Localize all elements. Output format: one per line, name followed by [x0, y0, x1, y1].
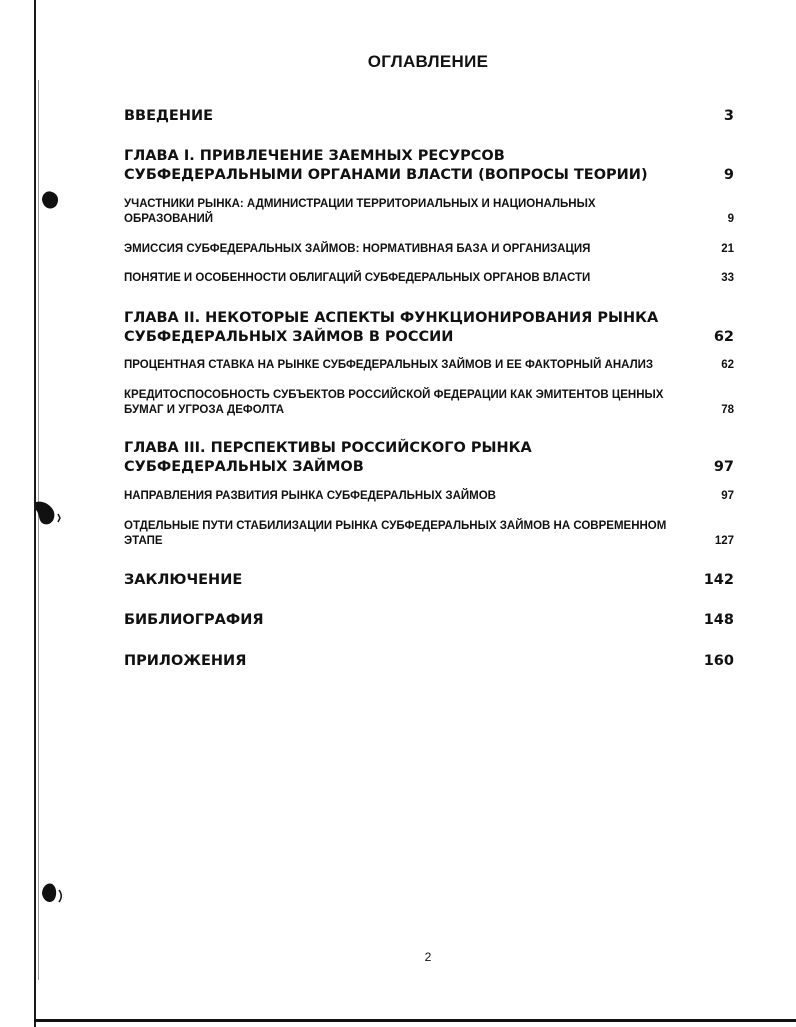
toc-entry-section-3-1 — [124, 489, 734, 504]
toc-entry-section-1-2 — [124, 242, 734, 257]
toc-title: УЧАСТНИКИ РЫНКА: АДМИНИСТРАЦИИ ТЕРРИТОРИАЛЬНЫХ И НАЦИОНАЛЬНЫХ ОБРАЗОВАНИЙ — [124, 198, 596, 225]
toc-entry-section-1-3 — [124, 271, 734, 286]
toc-title: ЗАКЛЮЧЕНИЕ — [124, 572, 243, 588]
toc-page: 148 — [703, 612, 734, 628]
page-number: 2 — [424, 950, 432, 964]
toc-page: 33 — [721, 272, 734, 284]
toc-title: ГЛАВА III. ПЕРСПЕКТИВЫ РОССИЙСКОГО РЫНКА СУБФЕДЕРАЛЬНЫХ ЗАЙМОВ — [124, 440, 532, 475]
punch-hole-middle — [34, 496, 62, 530]
toc-title: НАПРАВЛЕНИЯ РАЗВИТИЯ РЫНКА СУБФЕДЕРАЛЬНЫХ ЗАЙМОВ — [124, 490, 496, 502]
toc-page: 62 — [721, 359, 734, 371]
toc-title: ПОНЯТИЕ И ОСОБЕННОСТИ ОБЛИГАЦИЙ СУБФЕДЕРАЛЬНЫХ ОРГАНОВ ВЛАСТИ — [124, 272, 591, 284]
toc-page: 97 — [713, 459, 734, 475]
toc-page: 78 — [721, 404, 734, 416]
scan-bottom-line — [34, 1019, 796, 1022]
toc-title: ГЛАВА I. ПРИВЛЕЧЕНИЕ ЗАЕМНЫХ РЕСУРСОВ СУБФЕДЕРАЛЬНЫМИ ОРГАНАМИ ВЛАСТИ (ВОПРОСЫ ТЕОРИИ) — [124, 148, 648, 183]
toc-page: 3 — [723, 108, 734, 124]
toc-title: КРЕДИТОСПОСОБНОСТЬ СУБЪЕКТОВ РОССИЙСКОЙ ФЕДЕРАЦИИ КАК ЭМИТЕНТОВ ЦЕННЫХ БУМАГ И УГРОЗА ДЕФОЛТА — [124, 389, 664, 416]
toc-title: ГЛАВА II. НЕКОТОРЫЕ АСПЕКТЫ ФУНКЦИОНИРОВАНИЯ РЫНКА СУБФЕДЕРАЛЬНЫХ ЗАЙМОВ В РОССИИ — [124, 310, 659, 345]
toc-page: 160 — [703, 653, 734, 669]
toc-entry-conclusion — [124, 571, 734, 589]
toc-page: 9 — [727, 213, 734, 225]
toc-entry-section-3-2 — [124, 519, 734, 549]
toc-title: БИБЛИОГРАФИЯ — [124, 612, 264, 628]
toc-entry-section-1-1 — [124, 197, 734, 227]
toc-page: 127 — [714, 535, 734, 547]
toc-entry-chapter-3 — [124, 439, 734, 477]
toc-entry-chapter-2 — [124, 309, 734, 347]
scan-edge-line-faint — [38, 80, 39, 980]
toc-entry-section-2-2 — [124, 388, 734, 418]
toc-entry-section-2-1 — [124, 358, 734, 373]
toc-entry-chapter-1 — [124, 147, 734, 185]
toc-title: ВВЕДЕНИЕ — [124, 108, 214, 124]
toc-entry-intro — [124, 107, 734, 125]
toc-entry-appendices — [124, 652, 734, 670]
punch-hole-bottom — [38, 880, 64, 906]
toc-page: 142 — [703, 572, 734, 588]
toc-page: 97 — [721, 490, 734, 502]
toc-entry-bibliography — [124, 611, 734, 629]
toc-title: ПРИЛОЖЕНИЯ — [124, 653, 247, 669]
toc-title: ОТДЕЛЬНЫЕ ПУТИ СТАБИЛИЗАЦИИ РЫНКА СУБФЕДЕРАЛЬНЫХ ЗАЙМОВ НА СОВРЕМЕННОМ ЭТАПЕ — [124, 520, 667, 547]
toc-title: ЭМИССИЯ СУБФЕДЕРАЛЬНЫХ ЗАЙМОВ: НОРМАТИВНАЯ БАЗА И ОРГАНИЗАЦИЯ — [124, 243, 591, 255]
toc-page: 21 — [721, 243, 734, 255]
page-title: ОГЛАВЛЕНИЕ — [367, 52, 489, 71]
toc-page: 9 — [723, 167, 734, 183]
toc-page: 62 — [713, 329, 734, 345]
punch-hole-top — [38, 188, 62, 212]
toc-title: ПРОЦЕНТНАЯ СТАВКА НА РЫНКЕ СУБФЕДЕРАЛЬНЫХ ЗАЙМОВ И ЕЕ ФАКТОРНЫЙ АНАЛИЗ — [124, 359, 654, 371]
